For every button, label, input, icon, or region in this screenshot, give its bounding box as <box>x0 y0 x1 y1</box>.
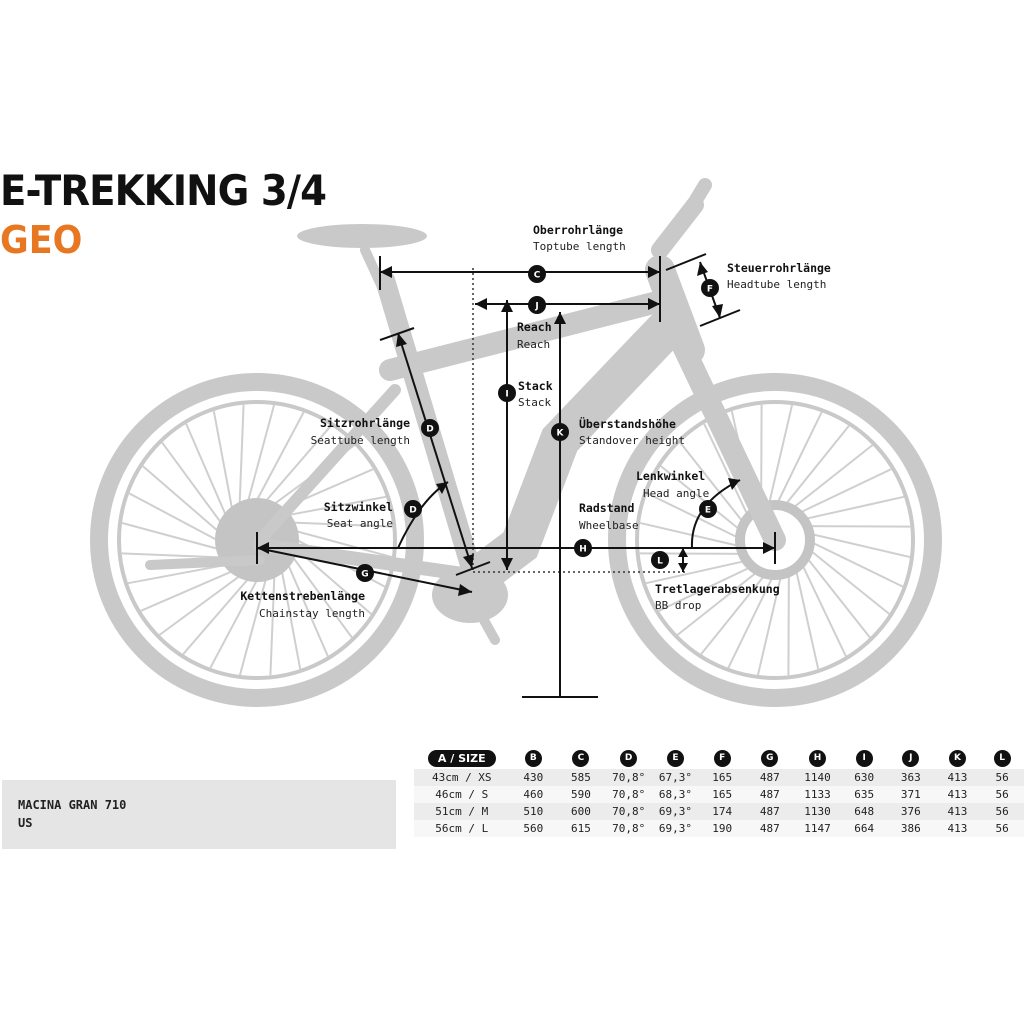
badge-wheelbase <box>574 539 592 557</box>
stack-label-de: Stack <box>518 379 553 393</box>
value-cell: 371 <box>900 788 921 801</box>
value-cell: 630 <box>854 771 875 784</box>
value-cell: 70,8° <box>612 771 646 784</box>
value-cell: 190 <box>712 822 733 835</box>
value-cell: 70,8° <box>612 822 646 835</box>
value-cell: 1140 <box>804 771 831 784</box>
size-cell: 56cm / L <box>435 822 489 835</box>
spoke <box>806 547 889 614</box>
svg-text:E: E <box>704 505 712 516</box>
chainstay-label-de: Kettenstrebenlänge <box>240 589 365 603</box>
reach-label-de: Reach <box>517 320 552 334</box>
value-cell: 56 <box>995 822 1009 835</box>
table-row <box>414 769 1024 786</box>
column-header-c: C <box>557 747 605 769</box>
headtube-arrow-bottom <box>712 304 723 318</box>
bbdrop-label-de: Tretlagerabsenkung <box>655 582 780 596</box>
headangle-label-en: Head angle <box>643 487 710 500</box>
column-header-e: E <box>653 747 699 769</box>
value-cell: 600 <box>571 805 591 818</box>
bbdrop-arrow-top <box>678 548 688 557</box>
svg-text:F: F <box>706 284 714 295</box>
headtube-label-en: Headtube length <box>727 278 827 291</box>
value-cell: 1147 <box>804 822 831 835</box>
value-cell: 413 <box>947 805 968 818</box>
value-cell: 56 <box>995 805 1009 818</box>
value-cell: 174 <box>712 805 733 818</box>
value-cell: 648 <box>854 805 875 818</box>
spoke <box>795 565 818 669</box>
table-row <box>414 786 1024 803</box>
value-cell: 510 <box>523 805 544 818</box>
seattube-label-de: Sitzrohrlänge <box>319 416 410 430</box>
value-cell: 69,3° <box>658 822 693 835</box>
seatangle-label-de: Sitzwinkel <box>323 500 393 514</box>
value-cell: 56 <box>995 771 1009 784</box>
svg-text:D: D <box>409 505 417 516</box>
stack-label-en: Stack <box>518 396 552 409</box>
spoke <box>647 493 743 540</box>
column-header-g: G <box>746 747 794 769</box>
column-header-f: F <box>698 747 746 769</box>
standover-label-de: Überstandshöhe <box>579 417 676 431</box>
spoke <box>122 553 221 557</box>
column-header-d: D <box>605 747 653 769</box>
value-cell: 615 <box>571 822 591 835</box>
kickstand <box>150 560 260 565</box>
value-cell: 487 <box>759 788 780 801</box>
value-cell: 487 <box>759 771 780 784</box>
column-header-b: B <box>510 747 558 769</box>
page-title: E-TREKKING 3/4 <box>0 166 327 215</box>
size-column-header: A / SIZE <box>414 747 510 769</box>
value-cell: 376 <box>900 805 921 818</box>
badge-standover <box>551 423 569 441</box>
badge-chainstay <box>356 564 374 582</box>
geometry-table <box>414 747 1024 837</box>
wheelbase-label-en: Wheelbase <box>579 519 639 532</box>
value-cell: 635 <box>854 788 875 801</box>
value-cell: 413 <box>947 822 968 835</box>
svg-text:L: L <box>657 556 663 567</box>
column-header-l: L <box>980 747 1024 769</box>
reach-arrow-left <box>475 298 487 310</box>
svg-text:I: I <box>505 389 509 400</box>
seattube-label-en: Seattube length <box>310 434 410 447</box>
spoke <box>240 405 244 504</box>
page-subtitle: GEO <box>0 218 83 262</box>
svg-text:C: C <box>533 270 541 281</box>
table-body <box>414 769 1024 837</box>
spoke <box>775 412 822 508</box>
value-cell: 165 <box>712 771 733 784</box>
value-cell: 590 <box>571 788 591 801</box>
spoke <box>248 405 274 501</box>
value-cell: 363 <box>900 771 921 784</box>
toptube-label-de: Oberrohrlänge <box>533 223 624 237</box>
spoke <box>782 426 849 509</box>
table-header-row <box>414 747 1024 769</box>
wheelbase-label-de: Radstand <box>579 501 635 515</box>
badge-headtube <box>701 279 719 297</box>
chainstay-label-en: Chainstay length <box>259 607 365 620</box>
value-cell: 430 <box>523 771 544 784</box>
model-name: MACINA GRAN 710 <box>18 798 127 812</box>
model-box <box>2 780 396 849</box>
badge-reach <box>528 296 546 314</box>
value-cell: 487 <box>759 822 780 835</box>
svg-text:J: J <box>535 301 539 312</box>
value-cell: 69,3° <box>658 805 693 818</box>
spoke <box>122 523 218 549</box>
value-cell: 165 <box>712 788 733 801</box>
column-header-h: H <box>794 747 842 769</box>
column-header-j: J <box>887 747 935 769</box>
spoke <box>806 533 910 557</box>
badge-bbdrop <box>651 551 669 569</box>
value-cell: 487 <box>759 805 780 818</box>
bbdrop-label-en: BB drop <box>655 599 702 612</box>
column-header-i: I <box>841 747 887 769</box>
size-cell: 46cm / S <box>435 788 489 801</box>
headtube-label-de: Steuerrohrlänge <box>727 261 831 275</box>
badge-headangle <box>699 500 717 518</box>
value-cell: 413 <box>947 771 968 784</box>
badge-stack <box>498 384 516 402</box>
value-cell: 70,8° <box>612 805 646 818</box>
value-cell: 1130 <box>804 805 831 818</box>
geometry-table-area <box>0 745 1024 855</box>
value-cell: 67,3° <box>658 771 693 784</box>
value-cell: 70,8° <box>612 788 646 801</box>
svg-text:G: G <box>361 569 369 580</box>
spoke <box>768 405 792 509</box>
reach-label-en: Reach <box>517 338 551 351</box>
value-cell: 413 <box>947 788 968 801</box>
toptube-label-en: Toptube length <box>533 240 626 253</box>
bbdrop-arrow-bottom <box>678 563 688 572</box>
svg-text:D: D <box>426 424 434 435</box>
badge-toptube <box>528 265 546 283</box>
model-region: US <box>18 816 33 830</box>
value-cell: 1133 <box>804 788 831 801</box>
value-cell: 56 <box>995 788 1009 801</box>
stack-arrow-top <box>501 300 513 312</box>
table-row <box>414 820 1024 837</box>
size-cell: 43cm / XS <box>431 771 492 784</box>
standover-label-en: Standover height <box>579 434 685 447</box>
table-row <box>414 803 1024 820</box>
spoke <box>807 540 903 587</box>
value-cell: 585 <box>571 771 591 784</box>
value-cell: 460 <box>523 788 544 801</box>
headtube-arrow-top <box>697 262 708 276</box>
value-cell: 664 <box>854 822 875 835</box>
value-cell: 560 <box>523 822 544 835</box>
spoke <box>800 497 904 520</box>
seatangle-label-en: Seat angle <box>326 517 393 530</box>
column-header-k: K <box>935 747 981 769</box>
size-cell: 51cm / M <box>435 805 489 818</box>
badge-seattube <box>421 419 439 437</box>
value-cell: 386 <box>900 822 921 835</box>
badge-seatangle <box>404 500 422 518</box>
value-cell: 68,3° <box>658 788 693 801</box>
headangle-label-de: Lenkwinkel <box>636 469 706 483</box>
svg-text:H: H <box>579 544 587 555</box>
saddle <box>297 224 427 248</box>
svg-text:K: K <box>556 428 564 439</box>
